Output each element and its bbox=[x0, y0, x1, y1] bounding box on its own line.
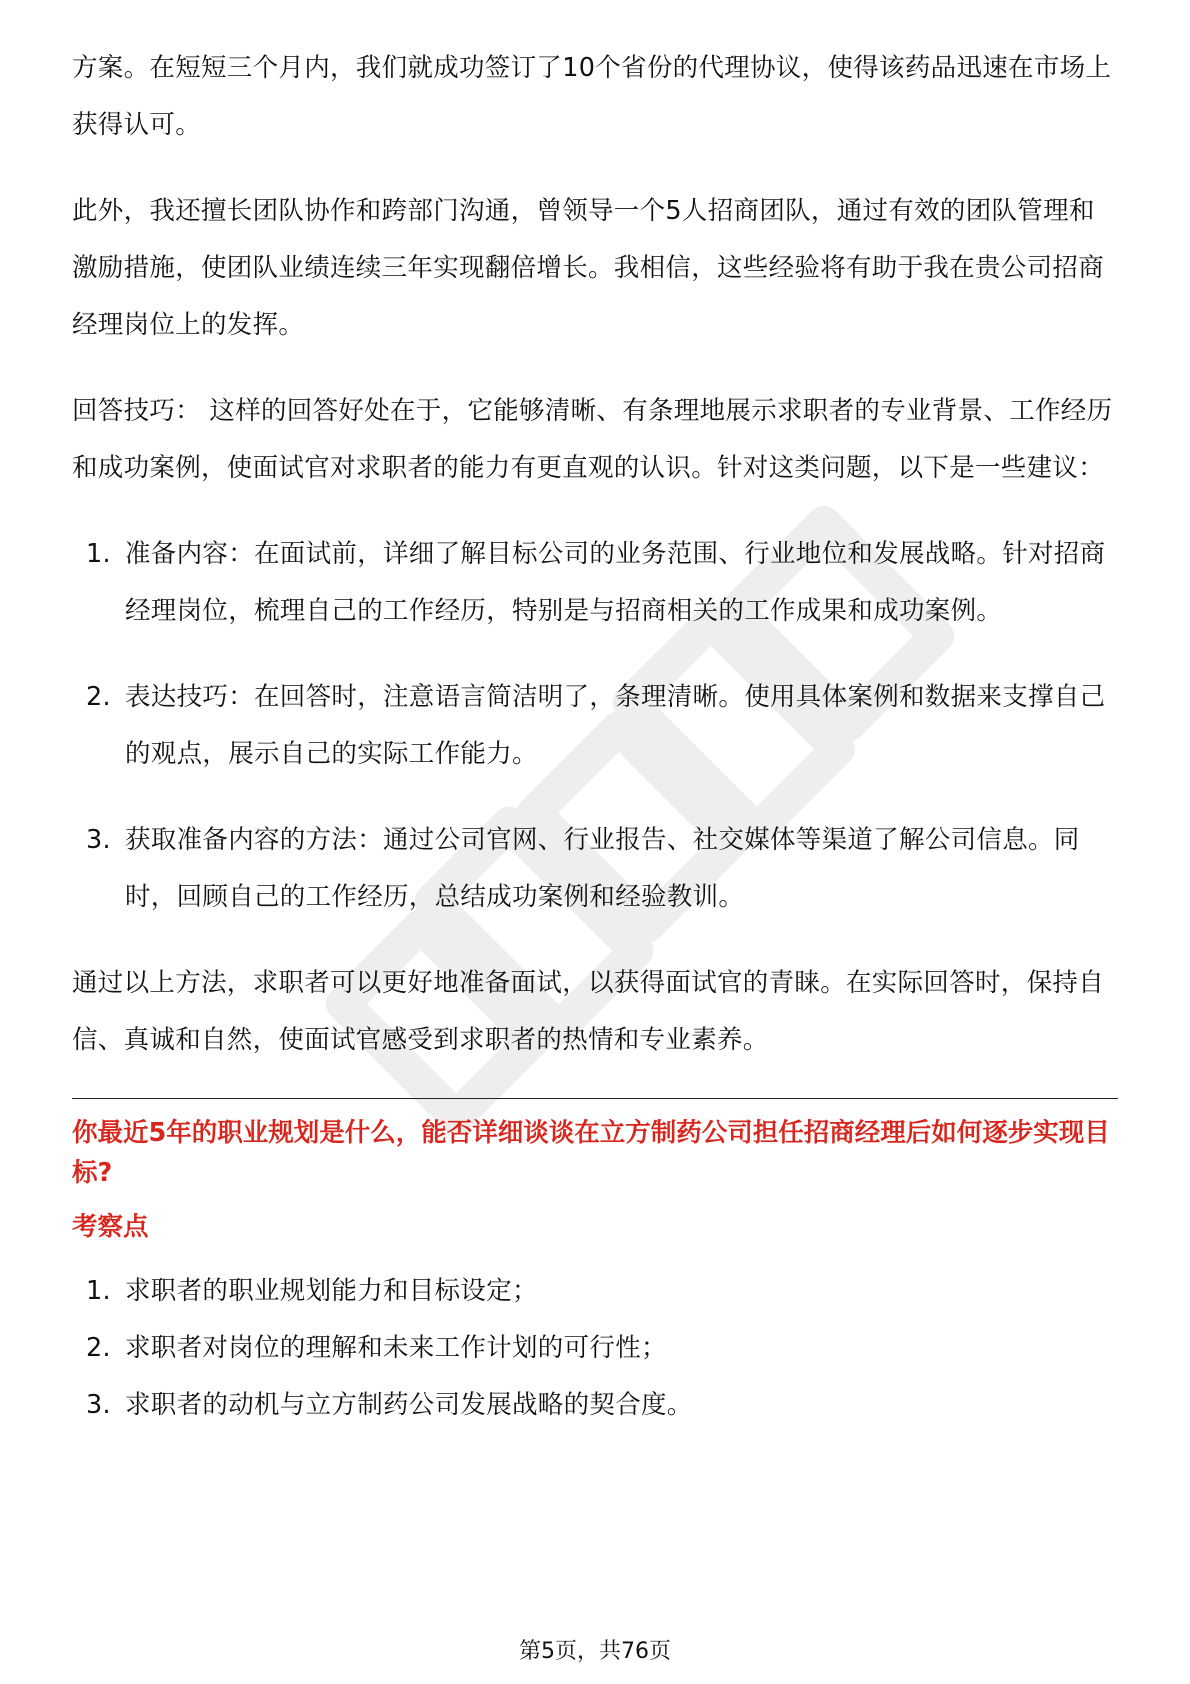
paragraph-teamwork: 此外，我还擅长团队协作和跨部门沟通，曾领导一个5人招商团队，通过有效的团队管理和激励措施，使团队业绩连续三年实现翻倍增长。我相信，这些经验将有助于我在贵公司招商经理岗位上的发挥。 bbox=[72, 196, 1105, 340]
paragraph-intro-continued: 方案。在短短三个月内，我们就成功签订了10个省份的代理协议，使得该药品迅速在市场上获得认可。 bbox=[72, 53, 1112, 140]
list-number: 2. bbox=[86, 1333, 111, 1363]
check-points-list bbox=[72, 1263, 1118, 1434]
page-footer: 第5页，共76页 bbox=[519, 1639, 671, 1664]
list-item bbox=[72, 526, 1118, 640]
section-label: 考察点 bbox=[72, 1212, 149, 1242]
paragraph-closing: 通过以上方法，求职者可以更好地准备面试，以获得面试官的青睐。在实际回答时，保持自信、真诚和自然，使面试官感受到求职者的热情和专业素养。 bbox=[72, 968, 1105, 1055]
list-item-text: 获取准备内容的方法：通过公司官网、行业报告、社交媒体等渠道了解公司信息。同时，回顾自己的工作经历，总结成功案例和经验教训。 bbox=[125, 825, 1080, 912]
page-content bbox=[72, 40, 1118, 1463]
tips-list bbox=[72, 526, 1118, 926]
list-item bbox=[72, 1263, 1118, 1320]
list-item bbox=[72, 812, 1118, 926]
list-item-text: 准备内容：在面试前，详细了解目标公司的业务范围、行业地位和发展战略。针对招商经理岗位，梳理自己的工作经历，特别是与招商相关的工作成果和成功案例。 bbox=[125, 539, 1106, 626]
list-number: 1. bbox=[86, 539, 111, 569]
list-number: 3. bbox=[86, 825, 111, 855]
list-item-text: 求职者的职业规划能力和目标设定； bbox=[125, 1276, 538, 1306]
list-number: 1. bbox=[86, 1276, 111, 1306]
list-item bbox=[72, 1320, 1118, 1377]
list-item-text: 求职者对岗位的理解和未来工作计划的可行性； bbox=[125, 1333, 667, 1363]
list-number: 3. bbox=[86, 1390, 111, 1420]
section-divider bbox=[72, 1098, 1118, 1099]
list-item bbox=[72, 1377, 1118, 1434]
list-item bbox=[72, 669, 1118, 783]
list-number: 2. bbox=[86, 682, 111, 712]
paragraph-answer-tips: 回答技巧： 这样的回答好处在于，它能够清晰、有条理地展示求职者的专业背景、工作经历和成功案例，使面试官对求职者的能力有更直观的认识。针对这类问题，以下是一些建议： bbox=[72, 396, 1113, 483]
list-item-text: 表达技巧：在回答时，注意语言简洁明了，条理清晰。使用具体案例和数据来支撑自己的观点，展示自己的实际工作能力。 bbox=[125, 682, 1106, 769]
list-item-text: 求职者的动机与立方制药公司发展战略的契合度。 bbox=[125, 1390, 693, 1420]
question-heading: 你最近5年的职业规划是什么，能否详细谈谈在立方制药公司担任招商经理后如何逐步实现目标? bbox=[72, 1118, 1110, 1188]
